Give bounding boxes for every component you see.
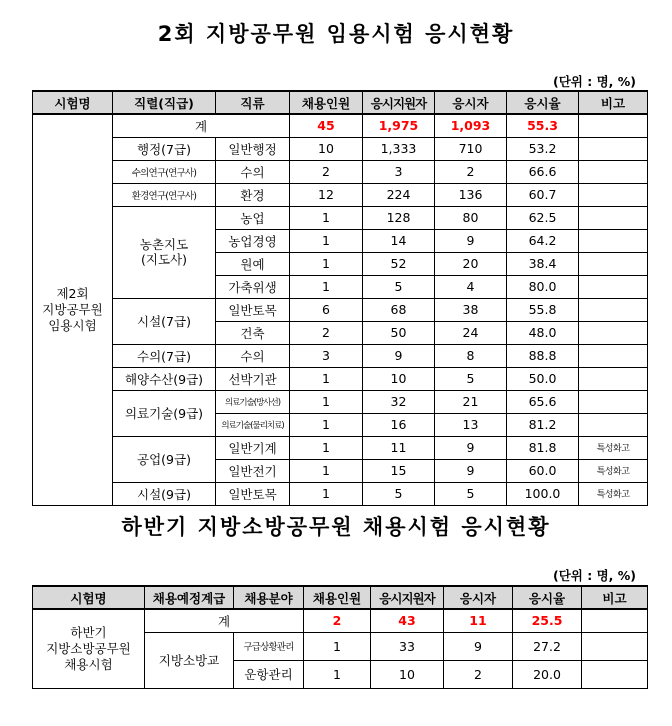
takers-cell: 13 xyxy=(435,413,507,436)
total-applicants: 1,975 xyxy=(363,114,435,137)
total-takers: 11 xyxy=(444,609,513,632)
header-field: 채용분야 xyxy=(234,586,304,609)
field-cell: 건축 xyxy=(216,321,290,344)
hire-cell: 1 xyxy=(304,632,371,660)
applicants-cell: 10 xyxy=(371,660,444,688)
series-cell: 행정(7급) xyxy=(113,137,216,160)
table-row xyxy=(33,137,648,160)
note-cell: 특성화고 xyxy=(579,436,648,459)
hire-cell: 6 xyxy=(290,298,363,321)
series-cell: 의료기술(9급) xyxy=(113,390,216,436)
hire-cell: 3 xyxy=(290,344,363,367)
note-cell xyxy=(579,137,648,160)
header-takers: 응시자 xyxy=(435,91,507,114)
header-takers: 응시자 xyxy=(444,586,513,609)
table-row xyxy=(33,206,648,229)
rate-cell: 64.2 xyxy=(507,229,579,252)
applicants-cell: 32 xyxy=(363,390,435,413)
total-rate: 55.3 xyxy=(507,114,579,137)
section2-title: 하반기 지방소방공무원 채용시험 응시현황 xyxy=(121,515,551,539)
field-cell: 운항관리 xyxy=(234,660,304,688)
hire-cell: 1 xyxy=(290,482,363,505)
takers-cell: 136 xyxy=(435,183,507,206)
series-cell: 환경연구(연구사) xyxy=(113,183,216,206)
hire-cell: 1 xyxy=(290,252,363,275)
applicants-cell: 10 xyxy=(363,367,435,390)
note-cell xyxy=(579,413,648,436)
field-cell: 수의 xyxy=(216,160,290,183)
total-row xyxy=(33,114,648,137)
note-cell: 특성화고 xyxy=(579,459,648,482)
header-exam: 시험명 xyxy=(33,91,113,114)
field-cell: 의료기술(방사선) xyxy=(216,390,290,413)
table-row xyxy=(33,436,648,459)
takers-cell: 20 xyxy=(435,252,507,275)
takers-cell: 9 xyxy=(435,459,507,482)
takers-cell: 5 xyxy=(435,482,507,505)
series-cell: 시설(9급) xyxy=(113,482,216,505)
table-row xyxy=(33,344,648,367)
rate-cell: 88.8 xyxy=(507,344,579,367)
applicants-cell: 16 xyxy=(363,413,435,436)
rate-cell: 81.8 xyxy=(507,436,579,459)
table-header-row xyxy=(33,586,648,609)
note-cell xyxy=(579,344,648,367)
applicants-cell: 5 xyxy=(363,275,435,298)
header-note: 비고 xyxy=(579,91,648,114)
note-cell xyxy=(579,275,648,298)
header-applicants: 응시지원자 xyxy=(371,586,444,609)
rate-cell: 38.4 xyxy=(507,252,579,275)
rate-cell: 50.0 xyxy=(507,367,579,390)
total-takers: 1,093 xyxy=(435,114,507,137)
applicants-cell: 11 xyxy=(363,436,435,459)
note-cell xyxy=(582,660,648,688)
table-row xyxy=(33,160,648,183)
field-cell: 선박기관 xyxy=(216,367,290,390)
takers-cell: 710 xyxy=(435,137,507,160)
table-row xyxy=(33,390,648,413)
table-row xyxy=(33,298,648,321)
field-cell: 환경 xyxy=(216,183,290,206)
field-cell: 일반전기 xyxy=(216,459,290,482)
hire-cell: 12 xyxy=(290,183,363,206)
field-cell: 원예 xyxy=(216,252,290,275)
applicants-cell: 33 xyxy=(371,632,444,660)
applicants-cell: 14 xyxy=(363,229,435,252)
takers-cell: 8 xyxy=(435,344,507,367)
table-header-row xyxy=(33,91,648,114)
series-cell: 수의연구(연구사) xyxy=(113,160,216,183)
hire-cell: 1 xyxy=(290,229,363,252)
rate-cell: 60.0 xyxy=(507,459,579,482)
applicants-cell: 68 xyxy=(363,298,435,321)
table-row xyxy=(33,367,648,390)
section2-unit: (단위 : 명, %) xyxy=(553,568,636,583)
rate-cell: 62.5 xyxy=(507,206,579,229)
field-cell: 농업경영 xyxy=(216,229,290,252)
total-label: 계 xyxy=(145,609,304,632)
header-rate: 응시율 xyxy=(513,586,582,609)
note-cell xyxy=(579,206,648,229)
applicants-cell: 224 xyxy=(363,183,435,206)
field-cell: 일반토목 xyxy=(216,482,290,505)
rate-cell: 81.2 xyxy=(507,413,579,436)
series-cell: 시설(7급) xyxy=(113,298,216,344)
takers-cell: 9 xyxy=(444,632,513,660)
hire-cell: 1 xyxy=(304,660,371,688)
applicants-cell: 128 xyxy=(363,206,435,229)
applicants-cell: 5 xyxy=(363,482,435,505)
hire-cell: 2 xyxy=(290,160,363,183)
total-rate: 25.5 xyxy=(513,609,582,632)
rank-cell: 지방소방교 xyxy=(145,632,234,688)
hire-cell: 1 xyxy=(290,390,363,413)
series-cell: 해양수산(9급) xyxy=(113,367,216,390)
table-row xyxy=(33,183,648,206)
section1-table xyxy=(32,90,648,506)
header-rank: 채용예정계급 xyxy=(145,586,234,609)
table-row xyxy=(33,482,648,505)
rate-cell: 55.8 xyxy=(507,298,579,321)
takers-cell: 9 xyxy=(435,436,507,459)
rate-cell: 27.2 xyxy=(513,632,582,660)
applicants-cell: 9 xyxy=(363,344,435,367)
note-cell xyxy=(579,321,648,344)
total-note xyxy=(582,609,648,632)
rate-cell: 60.7 xyxy=(507,183,579,206)
takers-cell: 80 xyxy=(435,206,507,229)
field-cell: 농업 xyxy=(216,206,290,229)
rate-cell: 48.0 xyxy=(507,321,579,344)
note-cell xyxy=(579,390,648,413)
hire-cell: 1 xyxy=(290,275,363,298)
section2-table xyxy=(32,585,648,689)
takers-cell: 5 xyxy=(435,367,507,390)
applicants-cell: 1,333 xyxy=(363,137,435,160)
section1-unit: (단위 : 명, %) xyxy=(553,74,636,89)
hire-cell: 1 xyxy=(290,413,363,436)
header-hire: 채용인원 xyxy=(304,586,371,609)
section1-title: 2회 지방공무원 임용시험 응시현황 xyxy=(157,22,515,46)
note-cell xyxy=(582,632,648,660)
series-cell: 농촌지도 (지도사) xyxy=(113,206,216,298)
header-field: 직류 xyxy=(216,91,290,114)
header-note: 비고 xyxy=(582,586,648,609)
header-series: 직렬(직급) xyxy=(113,91,216,114)
field-cell: 가축위생 xyxy=(216,275,290,298)
note-cell xyxy=(579,367,648,390)
rate-cell: 53.2 xyxy=(507,137,579,160)
field-cell: 일반행정 xyxy=(216,137,290,160)
rate-cell: 100.0 xyxy=(507,482,579,505)
rate-cell: 66.6 xyxy=(507,160,579,183)
note-cell xyxy=(579,252,648,275)
exam-name: 하반기 지방소방공무원 채용시험 xyxy=(33,609,145,688)
takers-cell: 38 xyxy=(435,298,507,321)
takers-cell: 2 xyxy=(435,160,507,183)
series-cell: 공업(9급) xyxy=(113,436,216,482)
takers-cell: 24 xyxy=(435,321,507,344)
field-cell: 일반토목 xyxy=(216,298,290,321)
total-label: 계 xyxy=(113,114,290,137)
total-note xyxy=(579,114,648,137)
hire-cell: 1 xyxy=(290,436,363,459)
header-rate: 응시율 xyxy=(507,91,579,114)
rate-cell: 65.6 xyxy=(507,390,579,413)
hire-cell: 2 xyxy=(290,321,363,344)
header-hire: 채용인원 xyxy=(290,91,363,114)
takers-cell: 21 xyxy=(435,390,507,413)
field-cell: 의료기술(물리치료) xyxy=(216,413,290,436)
applicants-cell: 52 xyxy=(363,252,435,275)
note-cell xyxy=(579,160,648,183)
hire-cell: 10 xyxy=(290,137,363,160)
rate-cell: 20.0 xyxy=(513,660,582,688)
takers-cell: 2 xyxy=(444,660,513,688)
note-cell xyxy=(579,183,648,206)
field-cell: 구급상황관리 xyxy=(234,632,304,660)
header-exam: 시험명 xyxy=(33,586,145,609)
total-applicants: 43 xyxy=(371,609,444,632)
applicants-cell: 50 xyxy=(363,321,435,344)
header-applicants: 응시지원자 xyxy=(363,91,435,114)
field-cell: 수의 xyxy=(216,344,290,367)
applicants-cell: 15 xyxy=(363,459,435,482)
applicants-cell: 3 xyxy=(363,160,435,183)
note-cell xyxy=(579,229,648,252)
takers-cell: 9 xyxy=(435,229,507,252)
total-hire: 2 xyxy=(304,609,371,632)
exam-name: 제2회 지방공무원 임용시험 xyxy=(33,114,113,505)
hire-cell: 1 xyxy=(290,367,363,390)
field-cell: 일반기계 xyxy=(216,436,290,459)
total-hire: 45 xyxy=(290,114,363,137)
hire-cell: 1 xyxy=(290,459,363,482)
series-cell: 수의(7급) xyxy=(113,344,216,367)
hire-cell: 1 xyxy=(290,206,363,229)
total-row xyxy=(33,609,648,632)
note-cell: 특성화고 xyxy=(579,482,648,505)
takers-cell: 4 xyxy=(435,275,507,298)
rate-cell: 80.0 xyxy=(507,275,579,298)
note-cell xyxy=(579,298,648,321)
